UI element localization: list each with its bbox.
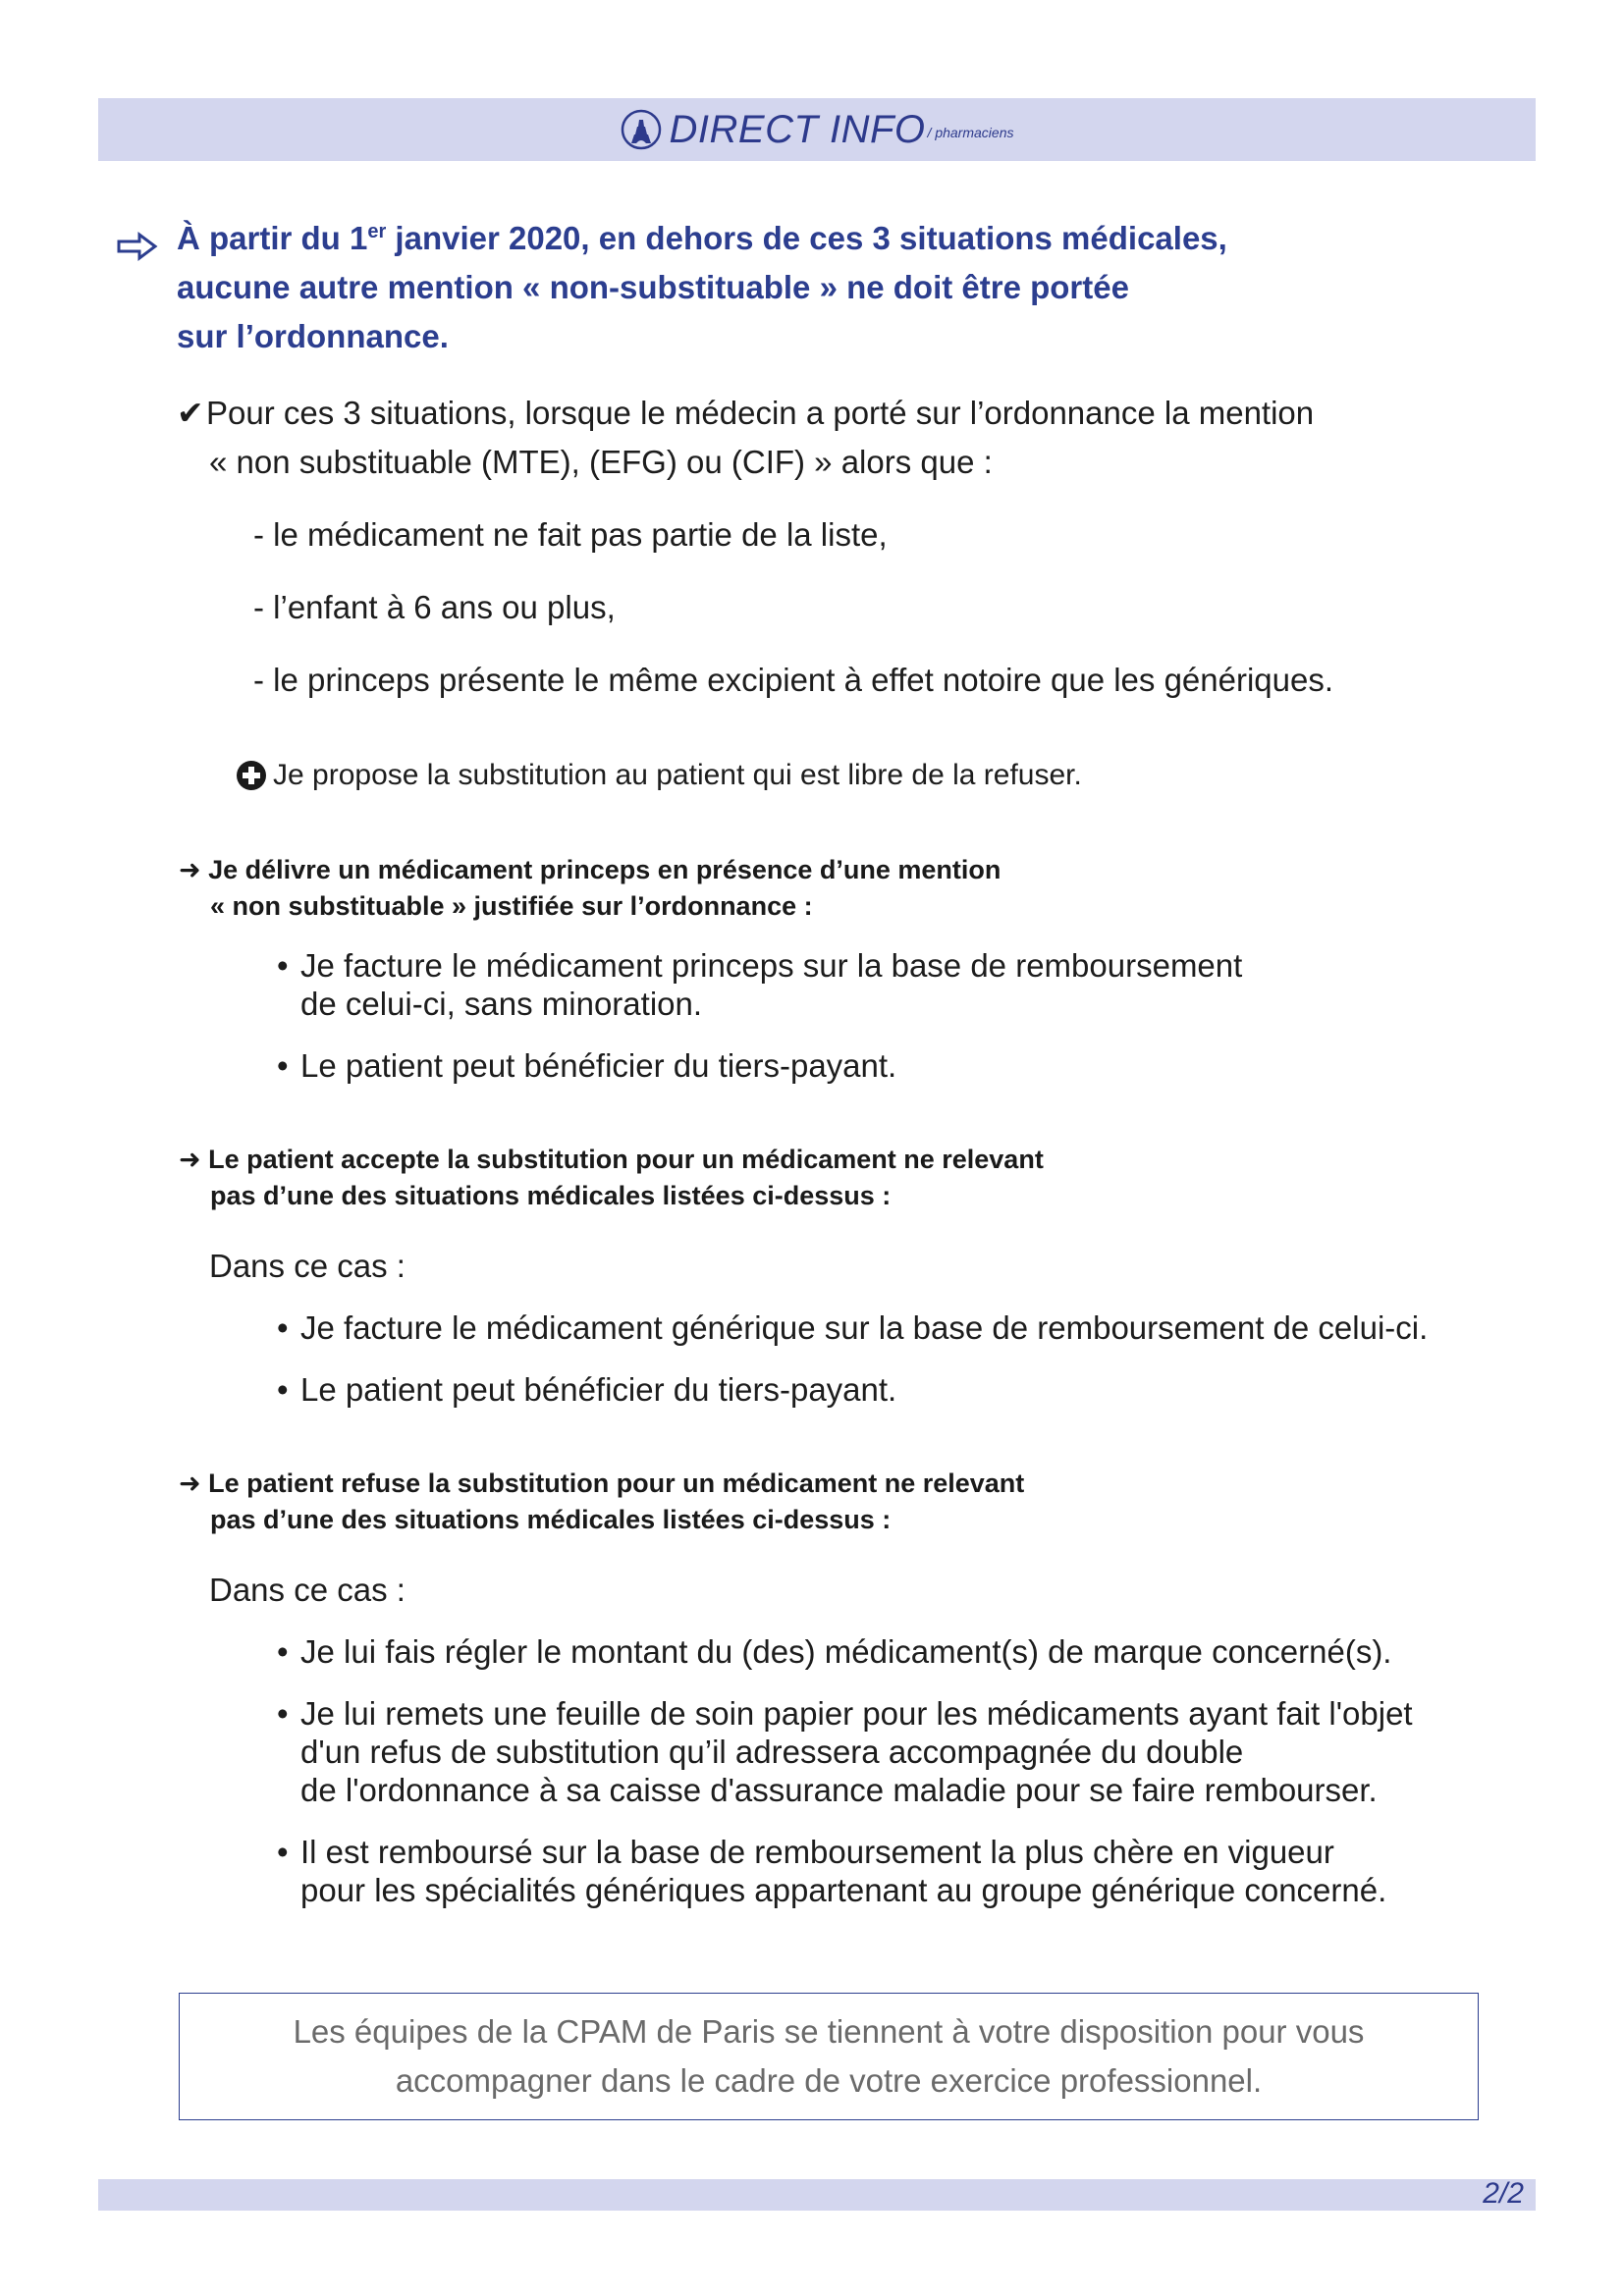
info-line-2: accompagner dans le cadre de votre exercice professionnel.: [395, 2062, 1263, 2099]
section-2-intro: Dans ce cas :: [209, 1248, 406, 1284]
condition-item: - le princeps présente le même excipient à effet notoire que les génériques.: [253, 662, 1334, 698]
intro-line-1: À partir du 1er janvier 2020, en dehors de ces 3 situations médicales,: [177, 220, 1227, 256]
contact-info-box: [179, 1993, 1479, 2120]
arrow-icon: ➜: [179, 1145, 201, 1174]
arrow-icon: ➜: [179, 855, 201, 884]
condition-item: - le médicament ne fait pas partie de la liste,: [253, 516, 888, 553]
brand: [621, 108, 1014, 152]
check-mark-icon: ✔: [177, 395, 204, 431]
brand-title: DIRECT INFO: [669, 107, 926, 151]
header-band: [98, 98, 1536, 161]
brand-subtitle: / pharmaciens: [927, 125, 1014, 140]
intro-line-2: aucune autre mention « non-substituable » ne doit être portée: [177, 269, 1129, 305]
check-line-1: ✔Pour ces 3 situations, lorsque le médecin a porté sur l’ordonnance la mention: [177, 389, 1314, 438]
condition-item: - l’enfant à 6 ans ou plus,: [253, 589, 616, 625]
section-2-heading: ➜ Le patient accepte la substitution pour un médicament ne relevant pas d’une des situations médicales listées ci-dessus :: [179, 1145, 1044, 1210]
plus-note-text: Je propose la substitution au patient qui est libre de la refuser.: [273, 759, 1082, 791]
section-1-heading: ➜ Je délivre un médicament princeps en présence d’une mention « non substituable » justifiée sur l’ordonnance :: [179, 855, 1001, 921]
arrow-icon: ➜: [179, 1468, 201, 1498]
page-number: 2/2: [1483, 2177, 1524, 2210]
info-line-1: Les équipes de la CPAM de Paris se tiennent à votre disposition pour vous: [293, 2013, 1365, 2050]
eiffel-tower-icon: [621, 109, 662, 150]
check-line-2: « non substituable (MTE), (EFG) ou (CIF) » alors que :: [209, 444, 993, 480]
section-3-heading: ➜ Le patient refuse la substitution pour un médicament ne relevant pas d’une des situations médicales listées ci-dessus :: [179, 1468, 1025, 1534]
section-3-intro: Dans ce cas :: [209, 1572, 406, 1608]
hollow-right-arrow-icon: [116, 232, 159, 261]
plus-circle-icon: [236, 760, 267, 791]
intro-statement: [177, 214, 1453, 361]
footer-band: [98, 2179, 1536, 2211]
intro-line-3: sur l’ordonnance.: [177, 318, 449, 354]
plus-note: [236, 754, 1082, 797]
